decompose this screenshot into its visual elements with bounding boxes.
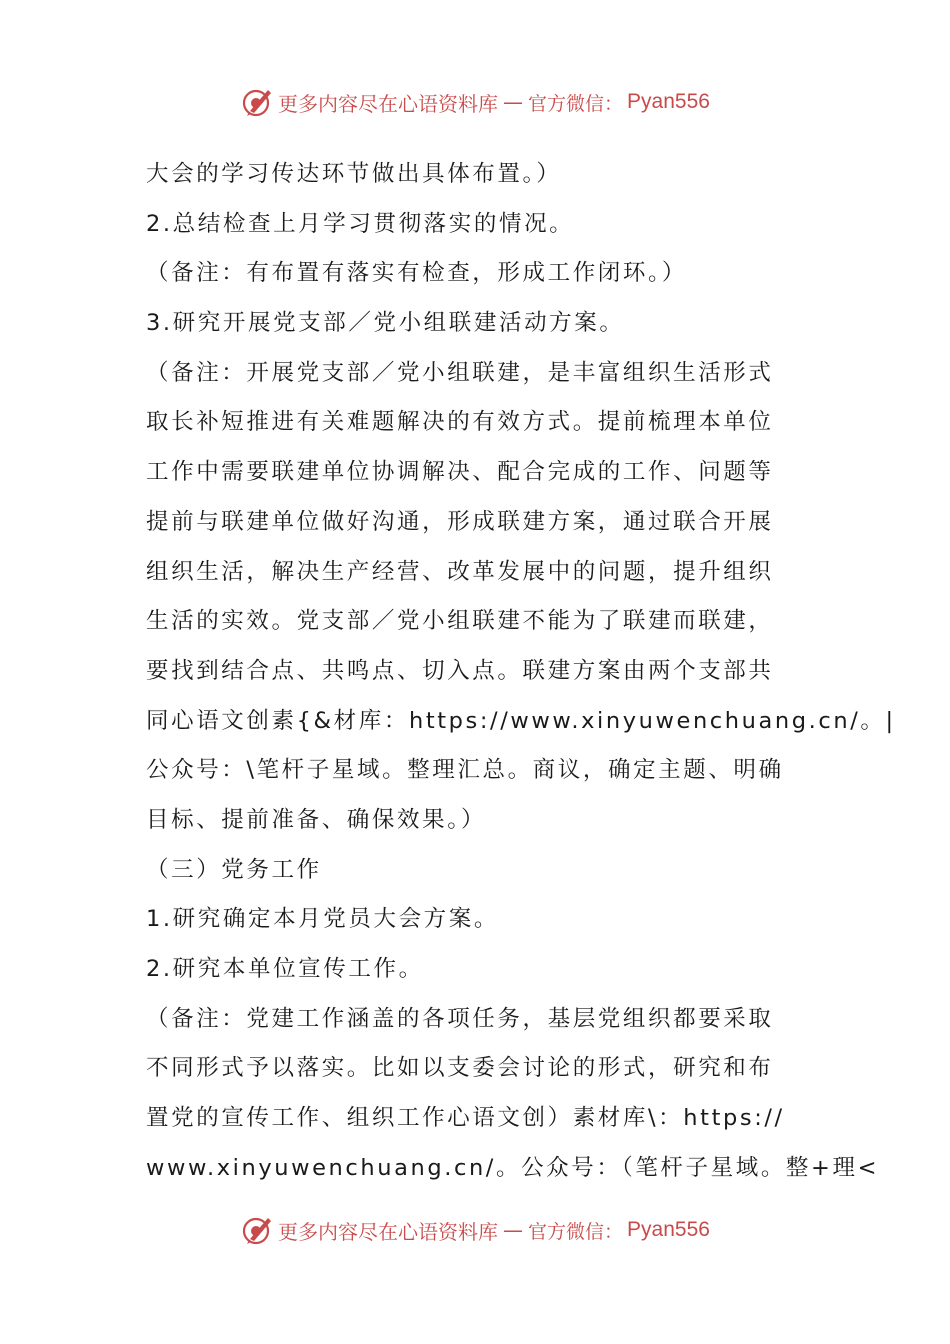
page-footer — [0, 1210, 950, 1250]
section-heading: （三）党务工作 — [146, 856, 322, 883]
pen-logo-icon — [240, 85, 274, 119]
wechat-label: 官方微信： — [528, 1220, 624, 1243]
text-line: 工作中需要联建单位协调解决、配合完成的工作、问题等 — [146, 459, 774, 486]
text-line: 2.总结检查上月学习贯彻落实的情况。 — [146, 210, 575, 237]
wechat-label: 官方微信： — [528, 92, 624, 115]
banner-text: 更多内容尽在心语资料库 — [278, 1219, 499, 1244]
text-line: 2.研究本单位宣传工作。 — [146, 956, 424, 982]
text-line: 同心语文创素{&材库：https://www.xinyuwenchuang.cn/。| — [146, 707, 896, 734]
text-line: 提前与联建单位做好沟通，形成联建方案，通过联合开展 — [146, 508, 774, 535]
text-line: 3.研究开展党支部／党小组联建活动方案。 — [146, 310, 625, 337]
banner-dash: — — [503, 90, 524, 114]
text-line: 生活的实效。党支部／党小组联建不能为了联建而联建， — [146, 608, 774, 635]
wechat-id: Pyan556 — [627, 90, 710, 113]
text-line: （备注：开展党支部／党小组联建，是丰富组织生活形式 — [146, 359, 774, 386]
header-banner — [240, 85, 710, 119]
text-line: （备注：党建工作涵盖的各项任务，基层党组织都要采取 — [146, 1005, 774, 1032]
text-line: 公众号：\笔杆子星域。整理汇总。商议，确定主题、明确 — [146, 757, 784, 784]
text-line: 1.研究确定本月党员大会方案。 — [146, 906, 499, 933]
text-line: 大会的学习传达环节做出具体布置。） — [146, 161, 562, 187]
banner-dash: — — [503, 1218, 524, 1242]
text-line: 要找到结合点、共鸣点、切入点。联建方案由两个支部共 — [146, 657, 774, 684]
text-line: 组织生活，解决生产经营、改革发展中的问题，提升组织 — [146, 558, 774, 585]
text-line: （备注：有布置有落实有检查，形成工作闭环。） — [146, 260, 687, 287]
pen-logo-icon — [240, 1213, 274, 1247]
banner-text: 更多内容尽在心语资料库 — [278, 91, 499, 116]
text-line: 置党的宣传工作、组织工作心语文创）素材库\：https:// — [146, 1105, 785, 1132]
page-header — [0, 82, 950, 122]
footer-banner — [240, 1213, 710, 1247]
document-body — [146, 150, 896, 1193]
text-line: 不同形式予以落实。比如以支委会讨论的形式，研究和布 — [146, 1055, 774, 1082]
text-line: www.xinyuwenchuang.cn/。公众号：（笔杆子星域。整+理< — [146, 1154, 880, 1181]
wechat-id: Pyan556 — [627, 1218, 710, 1241]
text-line: 目标、提前准备、确保效果。） — [146, 806, 487, 833]
text-line: 取长补短推进有关难题解决的有效方式。提前梳理本单位 — [146, 409, 774, 436]
